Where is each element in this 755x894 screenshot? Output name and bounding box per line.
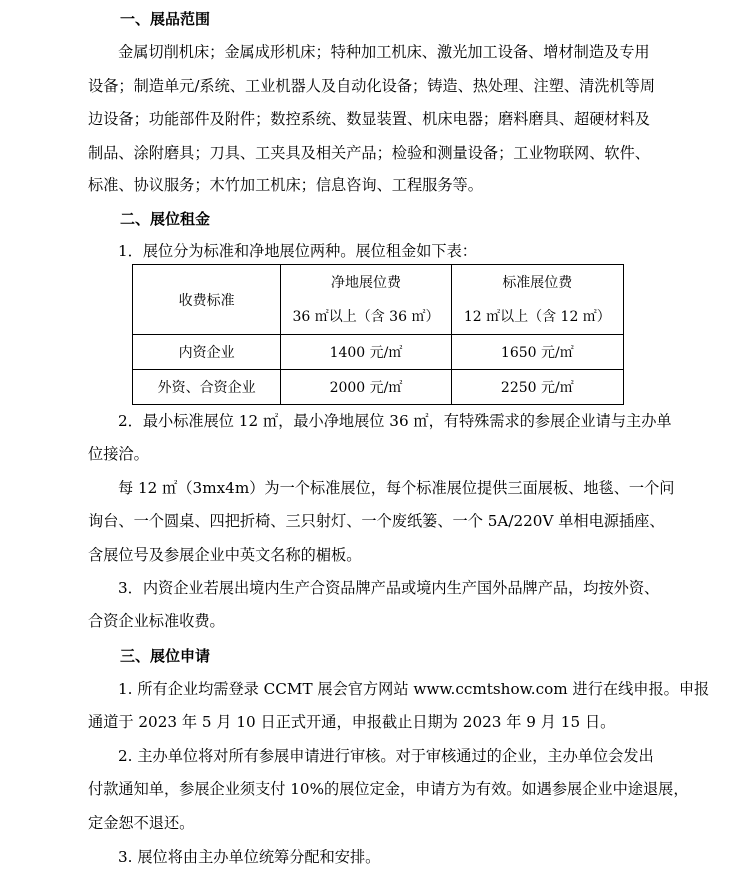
table-row (133, 335, 624, 370)
standard-booth-fee-condition: 12 ㎡以上（含 12 ㎡） (463, 308, 611, 325)
table-cell: 2000 元/㎡ (281, 370, 451, 405)
table-header-cell (133, 265, 281, 335)
paragraph-line: 制品、涂附磨具；刀具、工夹具及相关产品；检验和测量设备；工业物联网、软件、 (88, 144, 650, 162)
paragraph-line: 定金恕不退还。 (88, 814, 195, 832)
table-header-cell (281, 265, 451, 335)
paragraph-line: 设备；制造单元/系统、工业机器人及自动化设备；铸造、热处理、注塑、清洗机等周 (88, 77, 656, 95)
table-cell: 内资企业 (133, 335, 281, 370)
paragraph-line: 标准、协议服务；木竹加工机床；信息咨询、工程服务等。 (88, 176, 483, 194)
paragraph-line: 3．内资企业若展出境内生产合资品牌产品或境内生产国外品牌产品，均按外资、 (118, 579, 660, 597)
paragraph-line: 含展位号及参展企业中英文名称的楣板。 (88, 546, 362, 564)
bare-booth-fee-condition: 36 ㎡以上（含 36 ㎡） (292, 308, 440, 325)
paragraph-line: 1．展位分为标准和净地展位两种。展位租金如下表： (118, 242, 477, 260)
table-header-cell (451, 265, 623, 335)
paragraph-line: 付款通知单，参展企业须支付 10%的展位定金，申请方为有效。如遇参展企业中途退展， (88, 780, 689, 798)
booth-fee-table (132, 264, 624, 405)
section-heading-booth-application: 三、展位申请 (120, 647, 211, 665)
paragraph-line: 询台、一个圆桌、四把折椅、三只射灯、一个废纸篓、一个 5A/220V 单相电源插座、 (88, 512, 665, 530)
table-cell: 1400 元/㎡ (281, 335, 451, 370)
table-cell: 2250 元/㎡ (451, 370, 623, 405)
table-cell: 外资、合资企业 (133, 370, 281, 405)
paragraph-line: 2. 主办单位将对所有参展申请进行审核。对于审核通过的企业，主办单位会发出 (118, 747, 654, 765)
fee-standard-label: 收费标准 (178, 292, 235, 309)
paragraph-line: 合资企业标准收费。 (88, 612, 225, 630)
standard-booth-fee-title: 标准展位费 (502, 274, 573, 291)
paragraph-line: 通道于 2023 年 5 月 10 日正式开通，申报截止日期为 2023 年 9 月 15 日。 (88, 713, 616, 731)
table-header-row (133, 265, 624, 335)
paragraph-line: 2．最小标准展位 12 ㎡，最小净地展位 36 ㎡，有特殊需求的参展企业请与主办单 (118, 412, 672, 430)
paragraph-line: 1. 所有企业均需登录 CCMT 展会官方网站 www.ccmtshow.com 进行在线申报。申报 (118, 680, 710, 698)
paragraph-line: 3. 展位将由主办单位统筹分配和安排。 (118, 848, 381, 866)
paragraph-line: 金属切削机床；金属成形机床；特种加工机床、激光加工设备、增材制造及专用 (118, 43, 650, 61)
paragraph-line: 每 12 ㎡（3mx4m）为一个标准展位，每个标准展位提供三面展板、地毯、一个问 (118, 479, 675, 497)
section-heading-exhibit-scope: 一、展品范围 (120, 10, 211, 28)
bare-booth-fee-title: 净地展位费 (330, 274, 401, 291)
table-row (133, 370, 624, 405)
table-cell: 1650 元/㎡ (451, 335, 623, 370)
section-heading-booth-rent: 二、展位租金 (120, 210, 211, 228)
paragraph-line: 位接洽。 (88, 445, 149, 463)
paragraph-line: 边设备；功能部件及附件；数控系统、数显装置、机床电器；磨料磨具、超硬材料及 (88, 110, 650, 128)
